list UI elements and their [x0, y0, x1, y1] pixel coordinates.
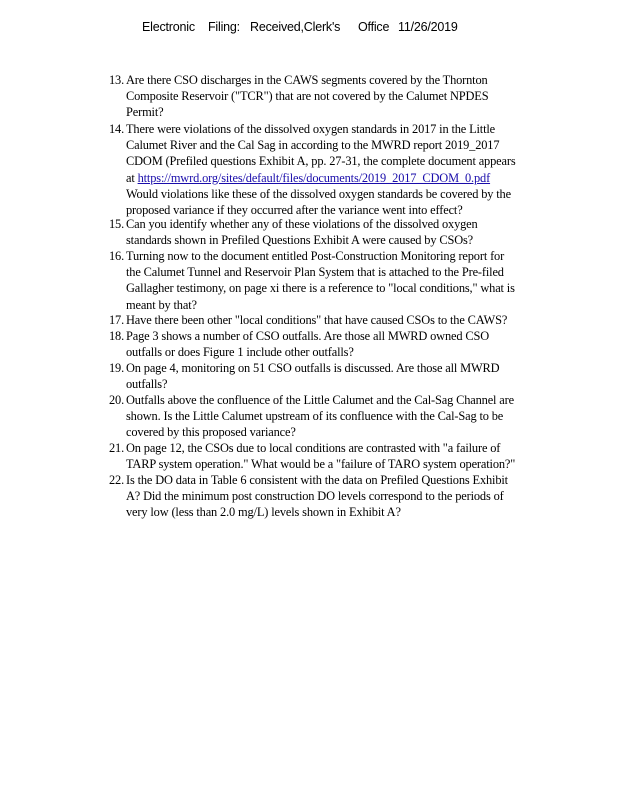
question-line: outfalls? — [126, 377, 168, 392]
question-item — [109, 248, 569, 313]
question-line: Would violations like these of the dissolved oxygen standards be covered by the — [126, 186, 511, 201]
question-line: Page 3 shows a number of CSO outfalls. Are those all MWRD owned CSO — [126, 329, 490, 343]
question-number: 16. — [109, 249, 125, 263]
question-line: CDOM (Prefiled questions Exhibit A, pp. 27-31, the complete document appears — [126, 154, 516, 169]
question-line: On page 12, the CSOs due to local conditions are contrasted with "a failure of — [126, 441, 501, 455]
question-item — [109, 312, 569, 328]
question-line: Composite Reservoir ("TCR") that are not covered by the Calumet NPDES — [126, 89, 489, 104]
question-line: Outfalls above the confluence of the Little Calumet and the Cal-Sag Channel are — [126, 393, 514, 407]
question-number: 13. — [109, 73, 125, 87]
question-number: 14. — [109, 122, 125, 136]
question-line: Are there CSO discharges in the CAWS segments covered by the Thornton — [126, 73, 488, 87]
question-line: Turning now to the document entitled Post-Construction Monitoring report for — [126, 249, 505, 263]
question-number: 18. — [109, 329, 125, 343]
question-line: covered by this proposed variance? — [126, 425, 296, 440]
question-item — [109, 216, 569, 248]
question-number: 22. — [109, 473, 125, 487]
header-date: 11/26/2019 — [398, 20, 458, 34]
filing-header — [142, 20, 458, 34]
question-item — [109, 472, 569, 521]
question-item — [109, 121, 569, 218]
question-line: at https://mwrd.org/sites/default/files/documents/2019_2017_CDOM_0.pdf — [126, 170, 491, 185]
question-line: There were violations of the dissolved oxygen standards in 2017 in the Little — [126, 122, 496, 136]
question-line: TARP system operation." What would be a "failure of TARO system operation?" — [126, 457, 516, 472]
question-item — [109, 392, 569, 441]
question-line: outfalls or does Figure 1 include other outfalls? — [126, 345, 354, 360]
question-line: shown. Is the Little Calumet upstream of its confluence with the Cal-Sag to be — [126, 409, 504, 424]
question-line: Gallagher testimony, on page xi there is a reference to "local conditions," what is — [126, 281, 515, 296]
question-item — [109, 360, 569, 392]
question-line: proposed variance if they occurred after the variance went into effect? — [126, 203, 463, 218]
question-line: A? Did the minimum post construction DO levels correspond to the periods of — [126, 489, 504, 504]
question-line: On page 4, monitoring on 51 CSO outfalls is discussed. Are those all MWRD — [126, 361, 500, 375]
question-item — [109, 328, 569, 360]
question-line: very low (less than 2.0 mg/L) levels shown in Exhibit A? — [126, 505, 401, 520]
question-line: Permit? — [126, 105, 164, 120]
header-received: Received,Clerk's — [250, 20, 341, 34]
question-number: 15. — [109, 217, 125, 231]
question-item — [109, 440, 569, 472]
question-line: Have there been other "local conditions" that have caused CSOs to the CAWS? — [126, 313, 508, 327]
question-line: the Calumet Tunnel and Reservoir Plan System that is attached to the Pre-filed — [126, 265, 504, 280]
question-number: 17. — [109, 313, 125, 327]
question-line: Calumet River and the Cal Sag in according to the MWRD report 2019_2017 — [126, 138, 500, 153]
question-number: 21. — [109, 441, 125, 455]
question-line: meant by that? — [126, 297, 197, 312]
header-electronic: Electronic — [142, 20, 195, 34]
header-filing: Filing: — [208, 20, 240, 34]
question-line: Is the DO data in Table 6 consistent with the data on Prefiled Questions Exhibit — [126, 473, 508, 487]
question-item — [109, 72, 569, 121]
header-office: Office — [358, 20, 390, 34]
question-line: Can you identify whether any of these violations of the dissolved oxygen — [126, 217, 478, 231]
document-link[interactable]: https://mwrd.org/sites/default/files/documents/2019_2017_CDOM_0.pdf — [137, 170, 491, 185]
question-number: 19. — [109, 361, 125, 375]
question-number: 20. — [109, 393, 125, 407]
question-line: standards shown in Prefiled Questions Exhibit A were caused by CSOs? — [126, 233, 474, 248]
